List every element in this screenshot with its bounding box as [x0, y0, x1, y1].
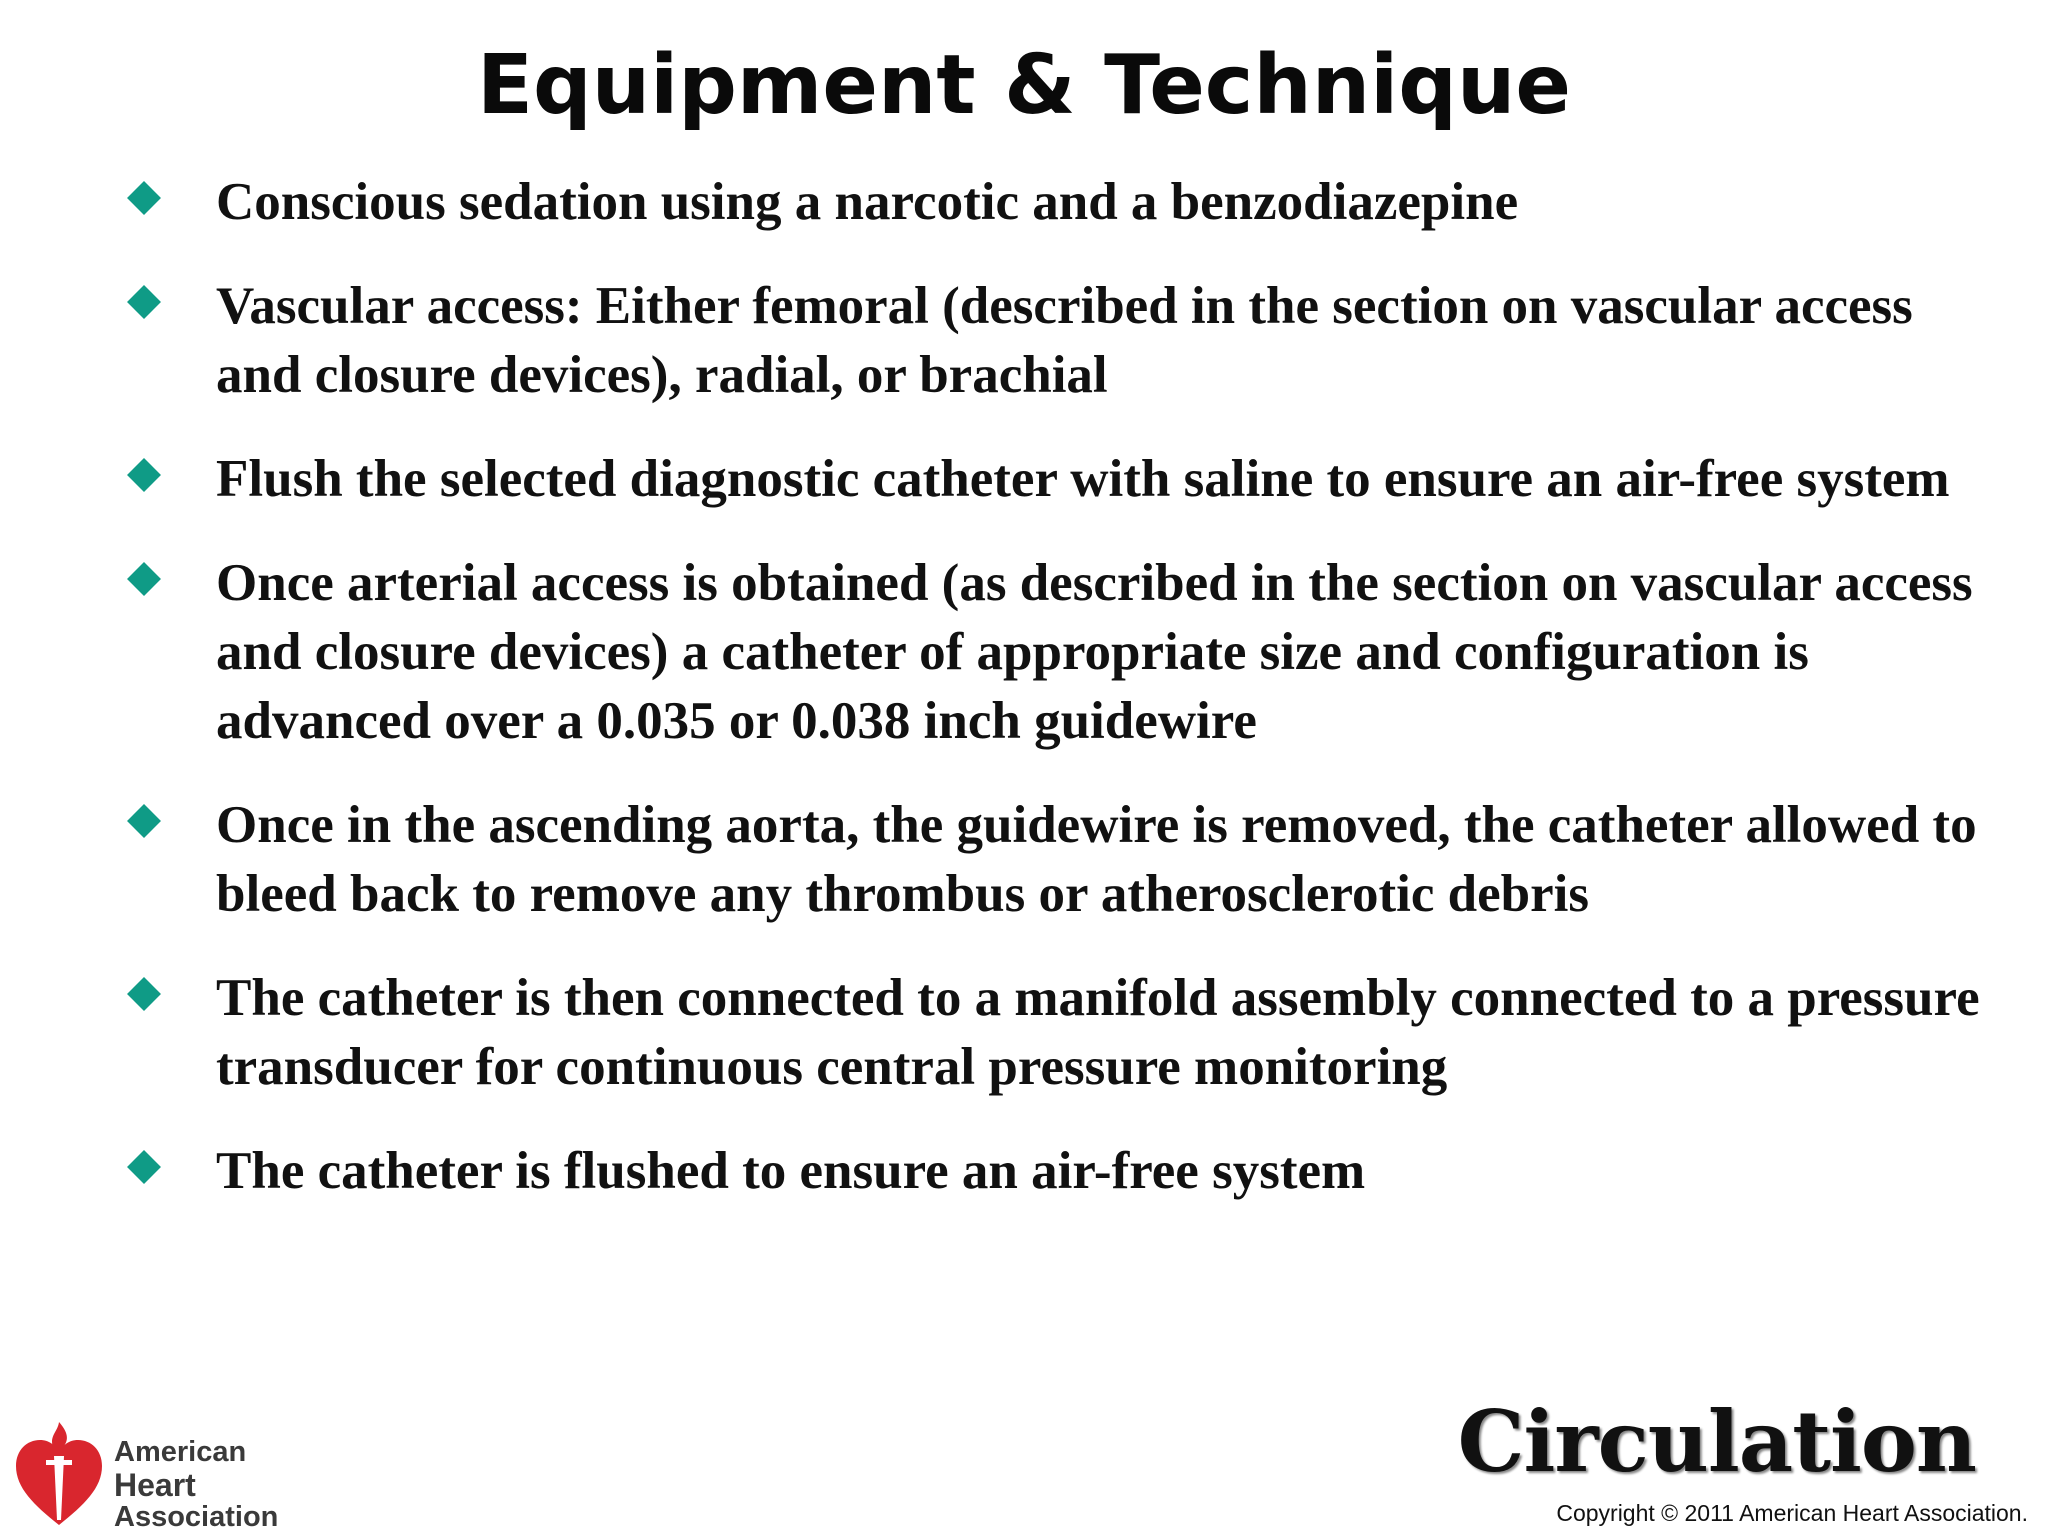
aha-line-heart: Heart — [114, 1467, 196, 1503]
copyright-notice: Copyright © 2011 American Heart Association. — [1556, 1500, 2028, 1526]
diamond-bullet-icon — [127, 181, 161, 215]
bullet-item — [120, 549, 2000, 756]
diamond-bullet-icon — [127, 804, 161, 838]
bullet-text: Vascular access: Either femoral (described in the section on vascular access and closure devices), radial, or brachial — [216, 277, 1913, 404]
bullet-text: Once arterial access is obtained (as described in the section on vascular access and closure devices) a catheter of appropriate size and configuration is advanced over a 0.035 or 0.038 inch guidewire — [216, 554, 1973, 750]
bullet-item — [120, 1137, 2000, 1206]
bullet-item — [120, 445, 2000, 514]
bullet-item — [120, 964, 2000, 1102]
bullet-text: Once in the ascending aorta, the guidewire is removed, the catheter allowed to bleed back to remove any thrombus or atherosclerotic debris — [216, 796, 1977, 923]
journal-logo: Circulation — [1457, 1392, 1976, 1491]
diamond-bullet-icon — [127, 458, 161, 492]
aha-wordmark — [114, 1420, 278, 1532]
aha-line-american: American — [114, 1436, 247, 1468]
heart-torch-icon — [14, 1420, 104, 1530]
diamond-bullet-icon — [127, 977, 161, 1011]
aha-line-association: Association — [114, 1501, 279, 1533]
diamond-bullet-icon — [127, 1150, 161, 1184]
bullet-text: The catheter is flushed to ensure an air-free system — [216, 1142, 1366, 1200]
diamond-bullet-icon — [127, 562, 161, 596]
aha-logo — [14, 1420, 294, 1533]
bullet-item — [120, 272, 2000, 410]
diamond-bullet-icon — [127, 285, 161, 319]
bullet-item — [120, 168, 2000, 237]
bullet-item — [120, 791, 2000, 929]
bullet-text: The catheter is then connected to a manifold assembly connected to a pressure transducer for continuous central pressure monitoring — [216, 969, 1980, 1096]
bullet-list — [120, 168, 2000, 1241]
slide-title: Equipment & Technique — [477, 38, 1571, 133]
bullet-text: Conscious sedation using a narcotic and a benzodiazepine — [216, 173, 1519, 231]
bullet-text: Flush the selected diagnostic catheter with saline to ensure an air-free system — [216, 450, 1950, 508]
